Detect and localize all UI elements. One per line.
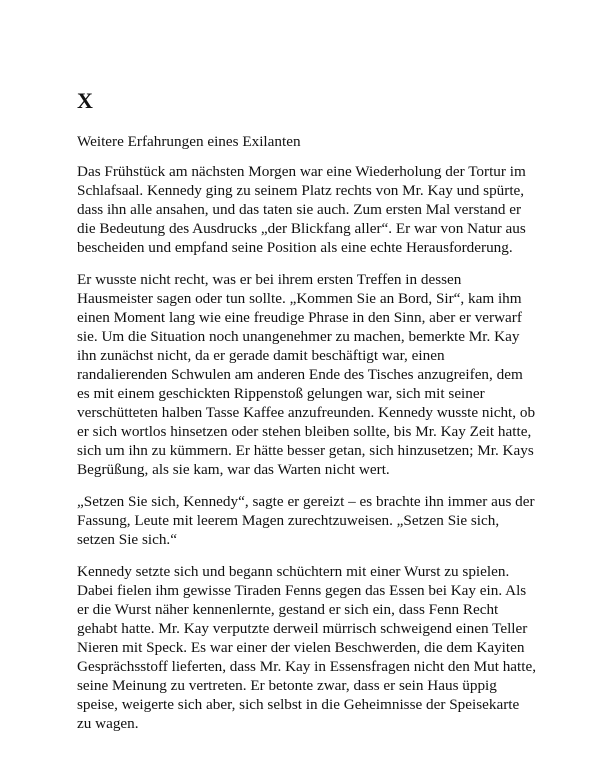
- chapter-number: X: [77, 88, 93, 113]
- chapter-subtitle: Weitere Erfahrungen eines Exilanten: [77, 133, 301, 150]
- paragraph-3: „Setzen Sie sich, Kennedy“, sagte er gereizt – es brachte ihn immer aus der Fassung, Leute mit leerem Magen zurechtzuweisen. „Setzen Sie sich, setzen Sie sich.“: [77, 493, 535, 548]
- body-text: [77, 162, 537, 746]
- paragraph-1: Das Frühstück am nächsten Morgen war eine Wiederholung der Tortur im Schlafsaal. Kennedy ging zu seinem Platz rechts von Mr. Kay und spürte, dass ihn alle ansahen, und das taten sie auch. Zum ersten Mal verstand er die Bedeutung des Ausdrucks „der Blickfang aller“. Er war von Natur aus bescheiden und empfand seine Position als eine echte Herausforderung.: [77, 163, 526, 256]
- paragraph-4: Kennedy setzte sich und begann schüchtern mit einer Wurst zu spielen. Dabei fielen ihm gewisse Tiraden Fenns gegen das Essen bei Kay ein. Als er die Wurst näher kennenlernte, gestand er sich ein, dass Fenn Recht gehabt hatte. Mr. Kay verputzte derweil mürrisch schweigend einen Teller Nieren mit Speck. Es war einer der vielen Beschwerden, die dem Kayiten Gesprächsstoff lieferten, dass Mr. Kay in Essensfragen nicht den Mut hatte, seine Meinung zu vertreten. Er betonte zwar, dass er sein Haus üppig speise, weigerte sich aber, sich selbst in die Geheimnisse der Speisekarte zu wagen.: [77, 563, 537, 732]
- paragraph-2: Er wusste nicht recht, was er bei ihrem ersten Treffen in dessen Hausmeister sagen oder tun sollte. „Kommen Sie an Bord, Sir“, kam ihm einen Moment lang wie eine freudige Phrase in den Sinn, aber er verwarf sie. Um die Situation noch unangenehmer zu machen, bemerkte Mr. Kay ihn zunächst nicht, da er gerade damit beschäftigt war, einen randalierenden Schwulen am anderen Ende des Tisches anzugreifen, dem es mit einem geschickten Rippenstoß gelungen war, sich mit seiner verschütteten halben Tasse Kaffee anzufreunden. Kennedy wusste nicht, ob er sich wortlos hinsetzen oder stehen bleiben sollte, bis Mr. Kay Zeit hatte, sich um ihn zu kümmern. Er hätte besser getan, sich hinzusetzen; Mr. Kays Begrüßung, als sie kam, war das Warten nicht wert.: [77, 271, 536, 478]
